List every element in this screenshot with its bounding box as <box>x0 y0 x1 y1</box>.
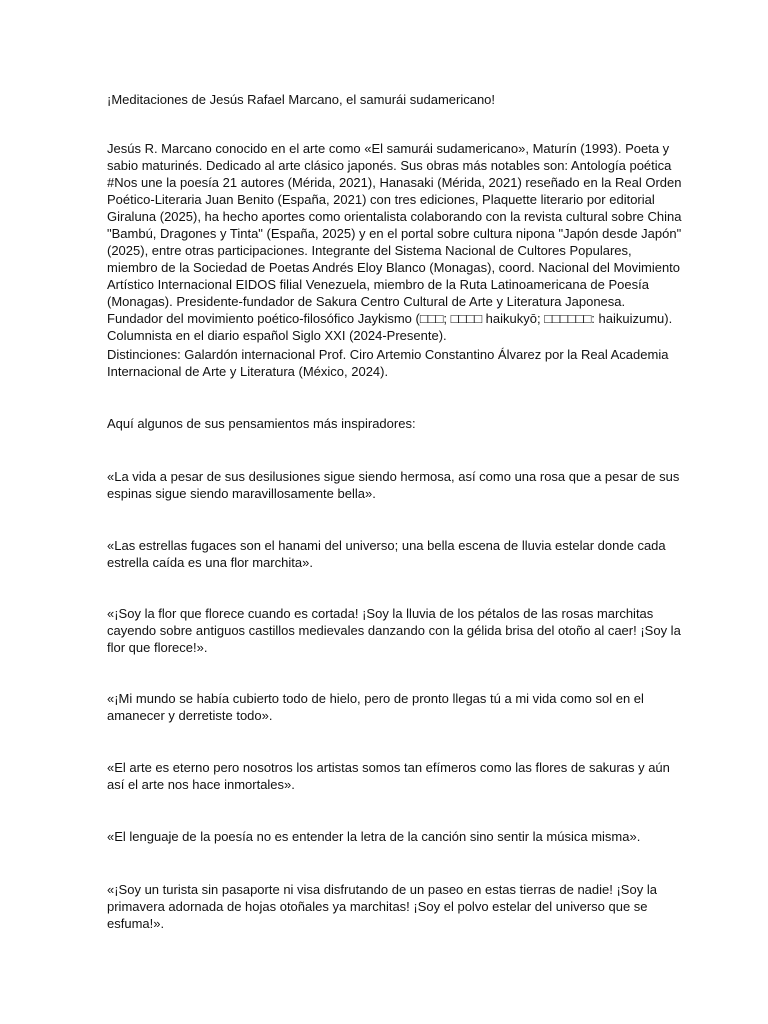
bio-line: Fundador del movimiento poético-filosófico Jaykismo (□□□; □□□□ haikukyō; □□□□□□: haikuizumu). <box>107 311 673 326</box>
distinctions-paragraph <box>107 346 667 380</box>
bio-line: Giraluna (2025), ha hecho aportes como orientalista colaborando con la revista cultural sobre China <box>107 209 682 224</box>
quote-paragraph <box>107 468 680 502</box>
bio-line: #Nos une la poesía 21 autores (Mérida, 2021), Hanasaki (Mérida, 2021) reseñado en la Real Orden <box>107 175 682 190</box>
bio-line: Jesús R. Marcano conocido en el arte como «El samurái sudamericano», Maturín (1993). Poeta y <box>107 141 670 156</box>
quote-line: «¡Mi mundo se había cubierto todo de hielo, pero de pronto llegas tú a mi vida como sol en el <box>107 691 644 706</box>
bio-line: Poético-Literaria Juan Benito (España, 2021) con tres ediciones, Plaquette literario por editorial <box>107 192 655 207</box>
quote-line: amanecer y derretiste todo». <box>107 708 273 723</box>
quote-line: primavera adornada de hojas otoñales ya marchitas! ¡Soy el polvo estelar del universo que se <box>107 899 648 914</box>
quote-paragraph <box>107 881 667 932</box>
quote-paragraph <box>107 828 667 845</box>
bio-line: Artístico Internacional EIDOS filial Venezuela, miembro de la Ruta Latinoamericana de Poesía <box>107 277 649 292</box>
quotes-intro <box>107 415 667 432</box>
quote-line: esfuma!». <box>107 916 165 931</box>
quote-line: estrella caída es una flor marchita». <box>107 555 313 570</box>
quote-line: cayendo sobre antiguos castillos medievales danzando con la gélida brisa del otoño al caer! ¡Soy la <box>107 623 681 638</box>
quote-line: espinas sigue siendo maravillosamente bella». <box>107 486 376 501</box>
document-title <box>107 91 667 108</box>
bio-line: sabio maturinés. Dedicado al arte clásico japonés. Sus obras más notables son: Antología poética <box>107 158 672 173</box>
quote-paragraph <box>107 690 667 724</box>
biography-paragraph <box>107 140 682 344</box>
quote-line: «¡Soy la flor que florece cuando es cortada! ¡Soy la lluvia de los pétalos de las rosas marchitas <box>107 606 654 621</box>
quote-line: «El arte es eterno pero nosotros los artistas somos tan efímeros como las flores de sakuras y aún <box>107 760 670 775</box>
distinctions-line: Internacional de Arte y Literatura (México, 2024). <box>107 364 389 379</box>
bio-line: "Bambú, Dragones y Tinta" (España, 2025) y en el portal sobre cultura nipona "Japón desde Japón" <box>107 226 682 241</box>
bio-line: miembro de la Sociedad de Poetas Andrés Eloy Blanco (Monagas), coord. Nacional del Movimiento <box>107 260 681 275</box>
quote-line: «La vida a pesar de sus desilusiones sigue siendo hermosa, así como una rosa que a pesar de sus <box>107 469 680 484</box>
distinctions-line: Distinciones: Galardón internacional Prof. Ciro Artemio Constantino Álvarez por la Real Academia <box>107 347 669 362</box>
quote-paragraph <box>107 537 667 571</box>
quote-line: «¡Soy un turista sin pasaporte ni visa disfrutando de un paseo en estas tierras de nadie! ¡Soy la <box>107 882 657 897</box>
quote-line: «Las estrellas fugaces son el hanami del universo; una bella escena de lluvia estelar donde cada <box>107 538 666 553</box>
intro-line: Aquí algunos de sus pensamientos más inspiradores: <box>107 416 416 431</box>
quote-line: flor que florece!». <box>107 640 208 655</box>
quote-paragraph <box>107 759 670 793</box>
quote-line: «El lenguaje de la poesía no es entender la letra de la canción sino sentir la música misma». <box>107 829 641 844</box>
title-line: ¡Meditaciones de Jesús Rafael Marcano, el samurái sudamericano! <box>107 92 496 107</box>
quote-paragraph <box>107 605 681 656</box>
quote-line: así el arte nos hace inmortales». <box>107 777 295 792</box>
bio-line: (2025), entre otras participaciones. Integrante del Sistema Nacional de Cultores Populares, <box>107 243 632 258</box>
bio-line: Columnista en el diario español Siglo XXI (2024-Presente). <box>107 328 447 343</box>
bio-line: (Monagas). Presidente-fundador de Sakura Centro Cultural de Arte y Literatura Japonesa. <box>107 294 626 309</box>
